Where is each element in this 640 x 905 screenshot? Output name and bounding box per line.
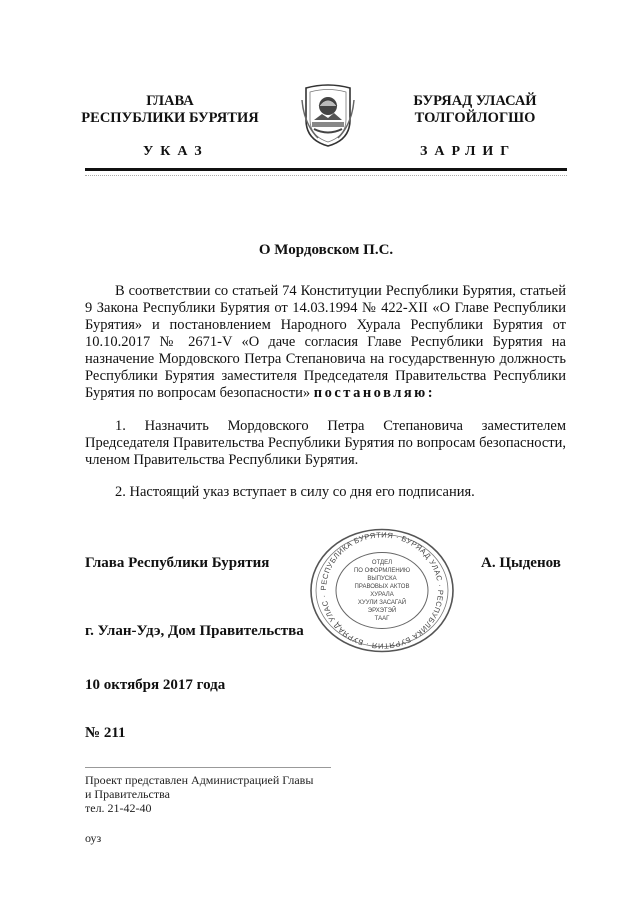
signing-date: 10 октября 2017 года bbox=[85, 677, 226, 693]
seal-line-8: ТААГ bbox=[374, 616, 390, 622]
header-left-line2: РЕСПУБЛИКИ БУРЯТИЯ bbox=[81, 110, 259, 126]
republic-of-buryatia-coat-of-arms-icon bbox=[298, 80, 358, 150]
footnote-line-2: и Правительства bbox=[85, 787, 170, 801]
header-right-line1: БУРЯАД УЛАСАЙ bbox=[413, 93, 537, 109]
footnote-code: оуз bbox=[85, 831, 102, 845]
preamble-paragraph bbox=[85, 283, 566, 402]
seal-line-1: ОТДЕЛ bbox=[371, 560, 393, 566]
footnote-line-1: Проект представлен Администрацией Главы bbox=[85, 773, 314, 787]
seal-line-2: ПО ОФОРМЛЕНИЮ bbox=[353, 568, 411, 574]
footnote-block bbox=[85, 773, 313, 815]
header-right-block bbox=[385, 93, 565, 127]
decree-label-buryat: ЗАРЛИГ bbox=[420, 144, 517, 159]
seal-line-7: ЭРХЭТЭЙ bbox=[367, 608, 397, 614]
header-dotted-rule bbox=[85, 175, 567, 176]
seal-line-5: ХУРАЛА bbox=[370, 592, 394, 598]
svg-text:РЕСПУБЛИКА БУРЯТИЯ · БУРЯАД УЛ bbox=[319, 530, 445, 650]
seal-line-4: ПРАВОВЫХ АКТОВ bbox=[354, 584, 410, 590]
decree-item-2: 2. Настоящий указ вступает в силу со дня его подписания. bbox=[115, 484, 475, 500]
seal-ring-text: РЕСПУБЛИКА БУРЯТИЯ · БУРЯАД УЛАС · РЕСПУБЛИКА БУРЯТИЯ · БУРЯАД УЛАС · bbox=[318, 530, 446, 651]
footnote-rule bbox=[85, 767, 331, 768]
header-right-line2: ТОЛГОЙЛОГШО bbox=[414, 110, 536, 126]
signing-place: г. Улан-Удэ, Дом Правительства bbox=[85, 623, 304, 639]
decree-word: постановляю: bbox=[313, 385, 436, 401]
header-left-line1: ГЛАВА bbox=[146, 93, 194, 109]
signature-position: Глава Республики Бурятия bbox=[85, 555, 270, 571]
signature-name: А. Цыденов bbox=[481, 555, 561, 571]
header-left-block bbox=[70, 93, 270, 127]
header-rule bbox=[85, 168, 567, 171]
decree-number: № 211 bbox=[85, 725, 126, 741]
official-seal-stamp bbox=[308, 527, 456, 654]
footnote-line-3: тел. 21-42-40 bbox=[85, 801, 152, 815]
decree-item-1: 1. Назначить Мордовского Петра Степановича заместителем Председателя Правительства Республики Бурятия по вопросам безопасности, членом Правительства Республики Бурятия. bbox=[85, 418, 566, 468]
decree-label-russian: УКАЗ bbox=[143, 144, 209, 159]
document-title: О Мордовском П.С. bbox=[258, 242, 394, 258]
seal-line-6: ХУУЛИ ЗАСАГАЙ bbox=[357, 600, 407, 606]
seal-line-3: ВЫПУСКА bbox=[367, 576, 397, 582]
preamble-text: В соответствии со статьей 74 Конституции Республики Бурятия, статьей 9 Закона Республики Бурятия от 14.03.1994 № 422-XII «О Главе Республики Бурятия» и постановлением Народного Хурала Республики Бурятия от 10.10.2017 № 2671-V «О даче согласия Главе Республики Бурятия на назначение Мордовского Петра Степановича на государственную должность Республики Бурятия заместителя Председателя Правительства Республики Бурятия по вопросам безопасности» bbox=[85, 283, 566, 401]
